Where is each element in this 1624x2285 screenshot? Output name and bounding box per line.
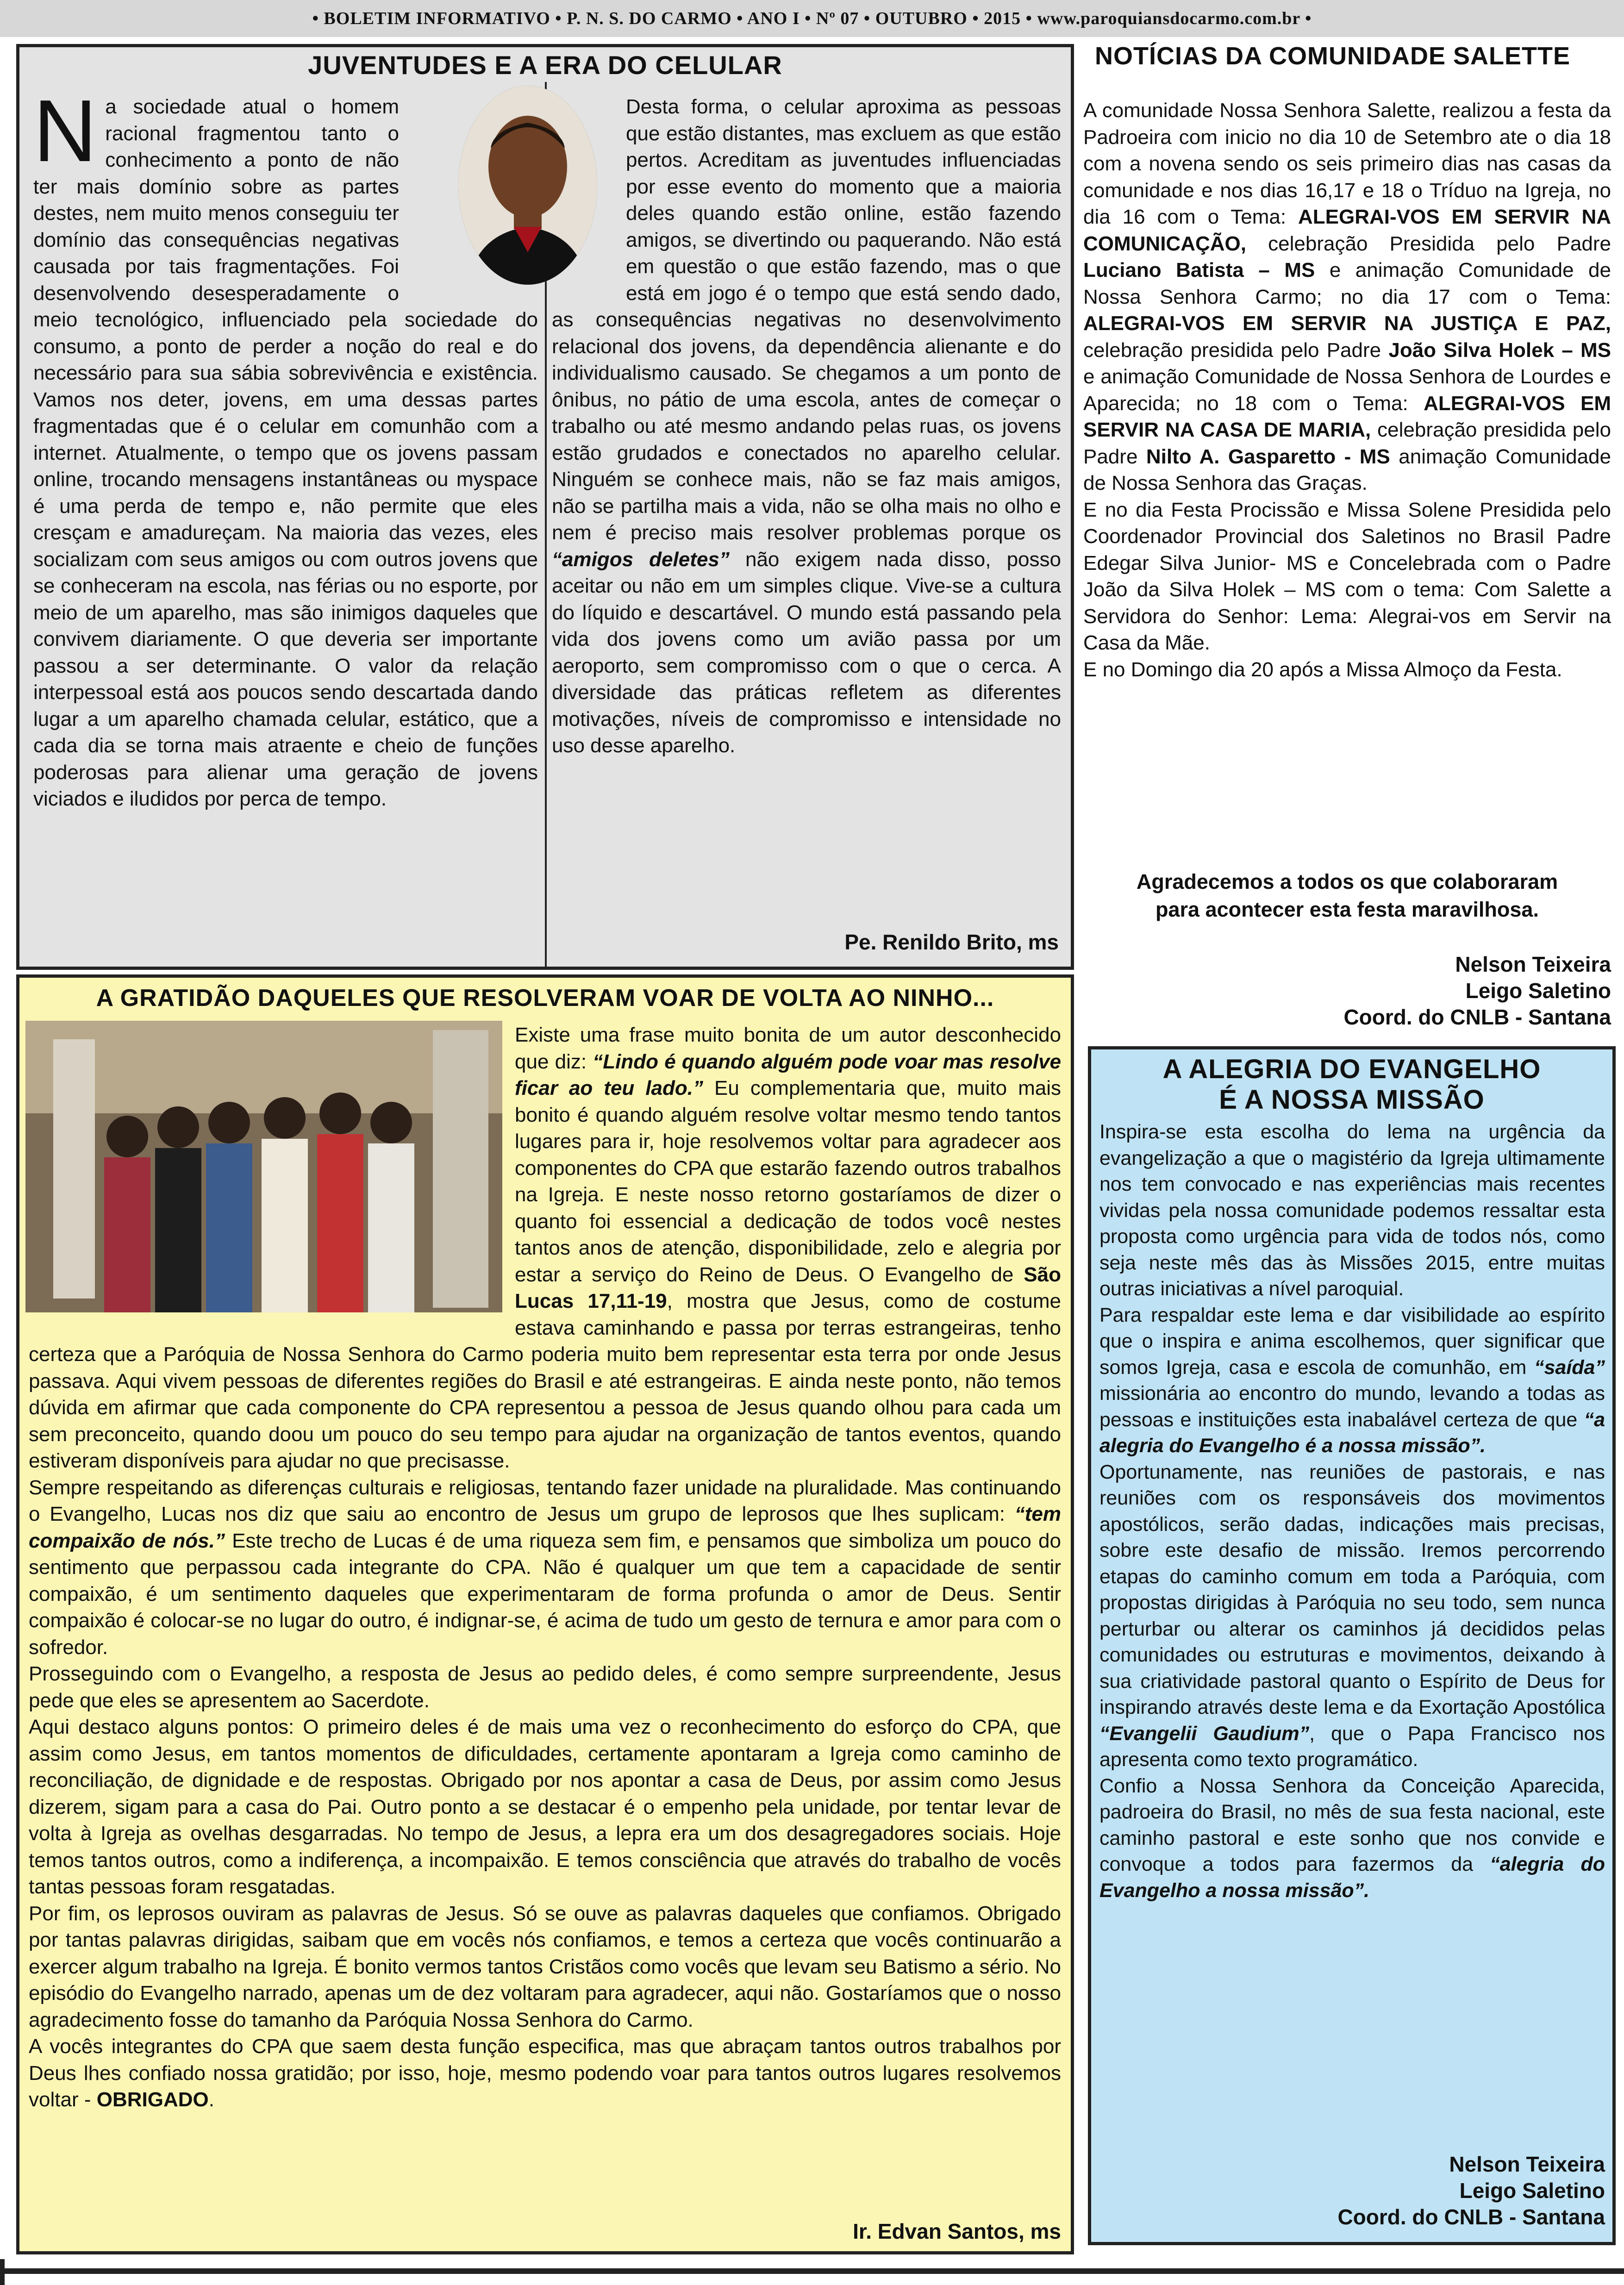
article-gratidao-title: A GRATIDÃO DAQUELES QUE RESOLVERAM VOAR DE VOLTA AO NINHO... (96, 985, 994, 1011)
alegria-sig-coord: Coord. do CNLB - Santana (1337, 2205, 1605, 2229)
juventudes-col2-text-b: não exigem nada disso, posso aceitar ou não em um simples clique. Vive-se a cultura do líquido e descartável. O mundo está passando pela vida dos jovens como um avião passa por um aeroporto, sem compromisso com o que o cerca. A diversidade das práticas refletem as diferentes motivações, níveis de compromisso e intensidade no uso desse aparelho. (552, 548, 1062, 757)
salette-body (1083, 97, 1611, 847)
alegria-sig-role: Leigo Saletino (1459, 2179, 1605, 2203)
alegria-p1: Inspira-se esta escolha do lema na urgência da evangelização a que o magistério da Igreja ultimamente nos tem convocado e nas experiências mais recentes vividas pela nossa comunidade podemos ressaltar esta proposta como urgência para vida de todos nós, como seja neste mês das às Missões 2015, entre muitas outras iniciativas a nível paroquial. (1099, 1121, 1605, 1300)
alegria-title-line-2: É A NOSSA MISSÃO (1219, 1085, 1485, 1115)
salette-p1-b3: ALEGRAI-VOS EM SERVIR NA JUSTIÇA E PAZ, (1083, 312, 1611, 335)
juventudes-col2-emphasis: “amigos deletes” (552, 548, 730, 571)
gratidao-p1-b: Eu complementaria que, muito mais bonito é quando alguém resolve voltar mesmo tendo tantos lugares para ir, hoje resolvemos voltar para agradecer aos componentes do CPA que estarão fazendo outros trabalhos na Igreja. E neste nosso retorno gostaríamos de dizer o quanto foi essencial a dedicação de todos você nestes tantos anos de atenção, disponibilidade, zelo e alegria por estar a serviço do Reino de Deus. O Evangelho de (515, 1077, 1061, 1286)
salette-p2: E no dia Festa Procissão e Missa Solene Presidida pelo Coordenador Provincial dos Saletinos no Brasil Padre Edegar Silva Junior- MS e Concelebrada com o Padre João da Silva Holek – MS com o tema: Com Salette a Servidora do Senhor: Lema: Alegrai-vos em Servir na Casa da Mãe. (1083, 498, 1611, 654)
salette-p1-b1: ALEGRAI-VOS EM SERVIR NA COMUNICAÇÃO, (1083, 206, 1611, 255)
salette-p1-g: celebração presidida pelo Padre (1083, 418, 1611, 468)
alegria-p3-em: “Evangelii Gaudium” (1099, 1722, 1310, 1745)
alegria-title-line-1: A ALEGRIA DO EVANGELHO (1162, 1054, 1541, 1084)
alegria-p3-b: , que o Papa Francisco nos apresenta como texto programático. (1099, 1722, 1605, 1771)
juventudes-signature: Pe. Renildo Brito, ms (844, 930, 1059, 954)
group-photo (25, 1021, 502, 1312)
alegria-p3-a: Oportunamente, nas reuniões de pastorais, e nas reuniões com os responsáveis dos movimentos apostólicos, serão dadas, indicações mais precisas, sobre este desafio de missão. Iremos percorrendo etapas do caminho comum em toda a Paróquia, com propostas dirigidas à Paróquia no seu todo, sem nunca perturbar ou alterar os caminhos já decididos pelas comunidades ou estruturas e movimentos, deixando à sua criatividade pastoral quanto o Espírito de Deus for inspirando através deste lema e da Exortação Apostólica (1099, 1461, 1605, 1718)
salette-p1-b6: Nilto A. Gasparetto - MS (1146, 445, 1390, 468)
alegria-p4-a: Confio a Nossa Senhora da Conceição Aparecida, padroeira do Brasil, no mês de sua festa nacional, este caminho pastoral e este sonho que nos convide e convoque a todos para fazermos da (1099, 1774, 1605, 1875)
bottom-rule (0, 2268, 1624, 2274)
salette-thanks-line-1: Agradecemos a todos os que colaboraram (1136, 870, 1558, 893)
portrait-image (458, 86, 597, 285)
salette-p1-b5: ALEGRAI-VOS EM SERVIR NA CASA DE MARIA, (1083, 392, 1611, 441)
salette-p1-f: e animação Comunidade de Nossa Senhora de Lourdes e Aparecida; no 18 com o Tema: (1083, 365, 1611, 415)
gratidao-p1-ref: São Lucas 17,11-19 (515, 1263, 1061, 1312)
gratidao-p2-b: Este trecho de Lucas é de uma riqueza sem fim, e pensamos que simboliza um pouco do sentimento que perpassou cada integrante do CPA. Não é qualquer um que tem a capacidade de sentir compaixão, é um sentimento daqueles que experimentaram de forma profunda o amor de Deus. Sentir compaixão é colocar-se no lugar do outro, é indignar-se, é acima de tudo um gesto de ternura e amor para com o sofredor. (29, 1529, 1061, 1659)
salette-p1-a: A comunidade Nossa Senhora Salette, realizou a festa da Padroeira com inicio no dia 10 de Setembro ate o dia 18 com a novena sendo os seis primeiro dias nas casas da comunidade e nos dias 16,17 e 18 o Tríduo na Igreja, no dia 16 com o Tema: (1083, 99, 1611, 228)
article-alegria (1088, 1046, 1616, 2245)
article-alegria-title (1091, 1054, 1612, 1115)
newsletter-header: • BOLETIM INFORMATIVO • P. N. S. DO CARMO • ANO I • Nº 07 • OUTUBRO • 2015 • www.paroquiansdocarmo.com.br • (0, 0, 1624, 37)
alegria-body (1099, 1119, 1605, 2123)
salette-thanks-line-2: para acontecer esta festa maravilhosa. (1156, 898, 1539, 921)
salette-sig-coord: Coord. do CNLB - Santana (1343, 1005, 1611, 1029)
alegria-p2-em2: “a alegria do Evangelho é a nossa missão”. (1099, 1408, 1605, 1457)
author-portrait (458, 86, 597, 285)
juventudes-column-2 (552, 94, 1061, 918)
alegria-p2-b: missionária ao encontro do mundo, levando a todas as pessoas e instituições esta inabalável certeza de que (1099, 1382, 1605, 1431)
gratidao-p1-c: , mostra que Jesus, como de costume estava caminhando e passa por terras estrangeiras, tenho certeza que a Paróquia de Nossa Senhora do Carmo poderia muito bem representar esta terra por onde Jesus passava. Aqui vivem pessoas de diferentes regiões do Brasil e até estrangeiras. E ainda neste ponto, não temos dúvida em afirmar que cada componente do CPA representou a pessoa de Jesus quando olhou para cada um sem preconceito, quando doou um pouco do seu tempo para ajudar na organização de tantos eventos, quando estiveram disponíveis para ajudar no que precisasse. (29, 1290, 1061, 1472)
salette-p1-b4: João Silva Holek – MS (1388, 338, 1611, 362)
dropcap: N (33, 82, 97, 180)
gratidao-p6-b: OBRIGADO (96, 2088, 209, 2111)
salette-thanks (1083, 868, 1611, 924)
juventudes-col1-text: a sociedade atual o homem racional fragmentou tanto o conhecimento a ponto de não ter mais domínio sobre as partes destes, nem muito menos conseguiu ter domínio das consequências negativas causada por tais fragmentações. Foi desenvolvendo desesperadamente o meio tecnológico, influenciado pela sociedade do consumo, a ponto de perder a noção do real e do necessário para sua sábia sobrevivência e existência. Vamos nos deter, jovens, em uma dessas partes fragmentadas que é o celular em comunhão com a internet. Atualmente, o tempo que os jovens passam online, trocando mensagens instantâneas ou myspace é uma perda de tempo e, não permite que eles cresçam e amadureçam. Na maioria das vezes, eles socializam com seus amigos ou com outros jovens que se conheceram na escola, nas férias ou no esporte, por meio de um aparelho, mas são inimigos daqueles que convivem diariamente. O que deveria ser importante passou a ser determinante. O valor da relação interpessoal está aos poucos sendo descartada dando lugar a um aparelho chamada celular, estático, que a cada dia se torna mais atraente e cheio de funções poderosas para alienar uma geração de jovens viciados e iludidos por perca de tempo. (33, 95, 538, 810)
gratidao-p2-a: Sempre respeitando as diferenças culturais e religiosas, tentando fazer unidade na pluralidade. Mas continuando o Evangelho, Lucas nos diz que saiu ao encontro de Jesus um grupo de leprosos que lhes suplicam: (29, 1476, 1061, 1525)
group-photo-image (25, 1021, 502, 1312)
gratidao-p6-c: . (208, 2088, 214, 2111)
juventudes-column-1 (33, 82, 538, 955)
salette-sig-name: Nelson Teixeira (1455, 952, 1611, 976)
salette-p3: E no Domingo dia 20 após a Missa Almoço da Festa. (1083, 658, 1562, 681)
gratidao-p4: Aqui destaco alguns pontos: O primeiro deles é de mais uma vez o reconhecimento do esforço do CPA, que assim como Jesus, em tantos momentos de dificuldades, certamente apontaram a Igreja como caminho de reconciliação, de dignidade e de respostas. Obrigado por nos apontar a casa de Deus, por assim como Jesus dizerem, sigam para a casa do Pai. Outro ponto a se destacar é o empenho pela unidade, por tentar levar de volta à Igreja as ovelhas desgarradas. No tempo de Jesus, a lepra era um dos desagregadores sociais. Hoje temos tantos outros, como a indiferença, a incompaixão. E temos consciência que através do trabalho de vocês tantas pessoas foram resgatadas. (29, 1716, 1061, 1898)
gratidao-p1-a: Existe uma frase muito bonita de um autor desconhecido que diz: (515, 1024, 1061, 1073)
gratidao-p5: Por fim, os leprosos ouviram as palavras de Jesus. Só se ouve as palavras daqueles que confiamos. Obrigado por tantas palavras dirigidas, saibam que em vocês nós confiamos, e temos a certeza que vocês continuarão a exercer algum trabalho na Igreja. É bonito vermos tantos Cristãos como vocês que levam seu Batismo a sério. No episódio do Evangelho narrado, apenas um de dez voltaram para agradecer, aqui não. Gostaríamos que o nosso agradecimento fosse do tamanho da Paróquia Nossa Senhora do Carmo. (29, 1902, 1061, 2031)
gratidao-signature: Ir. Edvan Santos, ms (853, 2219, 1061, 2243)
gratidao-p3: Prosseguindo com o Evangelho, a resposta de Jesus ao pedido deles, é como sempre surpreendente, Jesus pede que eles se apresentem ao Sacerdote. (29, 1662, 1061, 1712)
alegria-sig-name: Nelson Teixeira (1449, 2152, 1605, 2176)
salette-p1-d: e animação Comunidade de Nossa Senhora Carmo; no dia 17 com o Tema: (1083, 259, 1611, 308)
alegria-p2-a: Para respaldar este lema e dar visibilidade ao espírito que o inspira e anima escolhemos, quer significar que somos Igreja, casa e escola de comunhão, em (1099, 1304, 1605, 1379)
alegria-signature (1099, 2151, 1605, 2230)
gratidao-p1-quote: “Lindo é quando alguém pode voar mas resolve ficar ao teu lado.” (515, 1050, 1062, 1099)
salette-p1-b2: Luciano Batista – MS (1083, 259, 1315, 281)
alegria-p4-em: “alegria do Evangelho a nossa missão”. (1099, 1853, 1605, 1902)
bottom-rule-tick (0, 2259, 5, 2285)
gratidao-p6-a: A vocês integrantes do CPA que saem desta função especifica, mas que abraçam tantos outros trabalhos por Deus lhes confiado nossa gratidão; por isso, hoje, mesmo podendo voar para tantos outros lugares resolvemos voltar - (29, 2035, 1061, 2111)
salette-signature (1083, 951, 1611, 1030)
article-juventudes-title: JUVENTUDES E A ERA DO CELULAR (308, 50, 782, 80)
juventudes-col2-text-a: Desta forma, o celular aproxima as pessoas que estão distantes, mas excluem as que estão pertos. Acreditam as juventudes influenciadas por esse evento do momento que a maioria deles quando estão online, estão fazendo amigos, se divertindo ou paquerando. Não está em questão o que estão fazendo, mas o que está em jogo é o tempo que está sendo dado, as consequências negativas no desenvolvimento relacional dos jovens, da dependência alienante e do individualismo causado. Se chegamos a um ponto de ônibus, no pátio de uma escola, antes de começar o trabalho ou até mesmo andando pelas ruas, os jovens estão grudados e conectados no aparelho celular. Ninguém se conhece mais, não se faz mais amigos, não se partilha mais a vida, não se olha mais no olho e nem é preciso mais resolver problemas porque os (552, 95, 1061, 544)
salette-sig-role: Leigo Saletino (1465, 979, 1611, 1003)
salette-p1-e: celebração presidida pelo Padre (1083, 338, 1381, 362)
salette-p1-c: celebração Presidida pelo Padre (1268, 232, 1611, 255)
salette-title: NOTÍCIAS DA COMUNIDADE SALETTE (1095, 42, 1570, 70)
gratidao-p2-quote: “tem compaixão de nós.” (29, 1503, 1061, 1552)
alegria-p2-em: “saída” (1534, 1356, 1605, 1379)
salette-p1-h: animação Comunidade de Nossa Senhora das Graças. (1083, 445, 1611, 494)
